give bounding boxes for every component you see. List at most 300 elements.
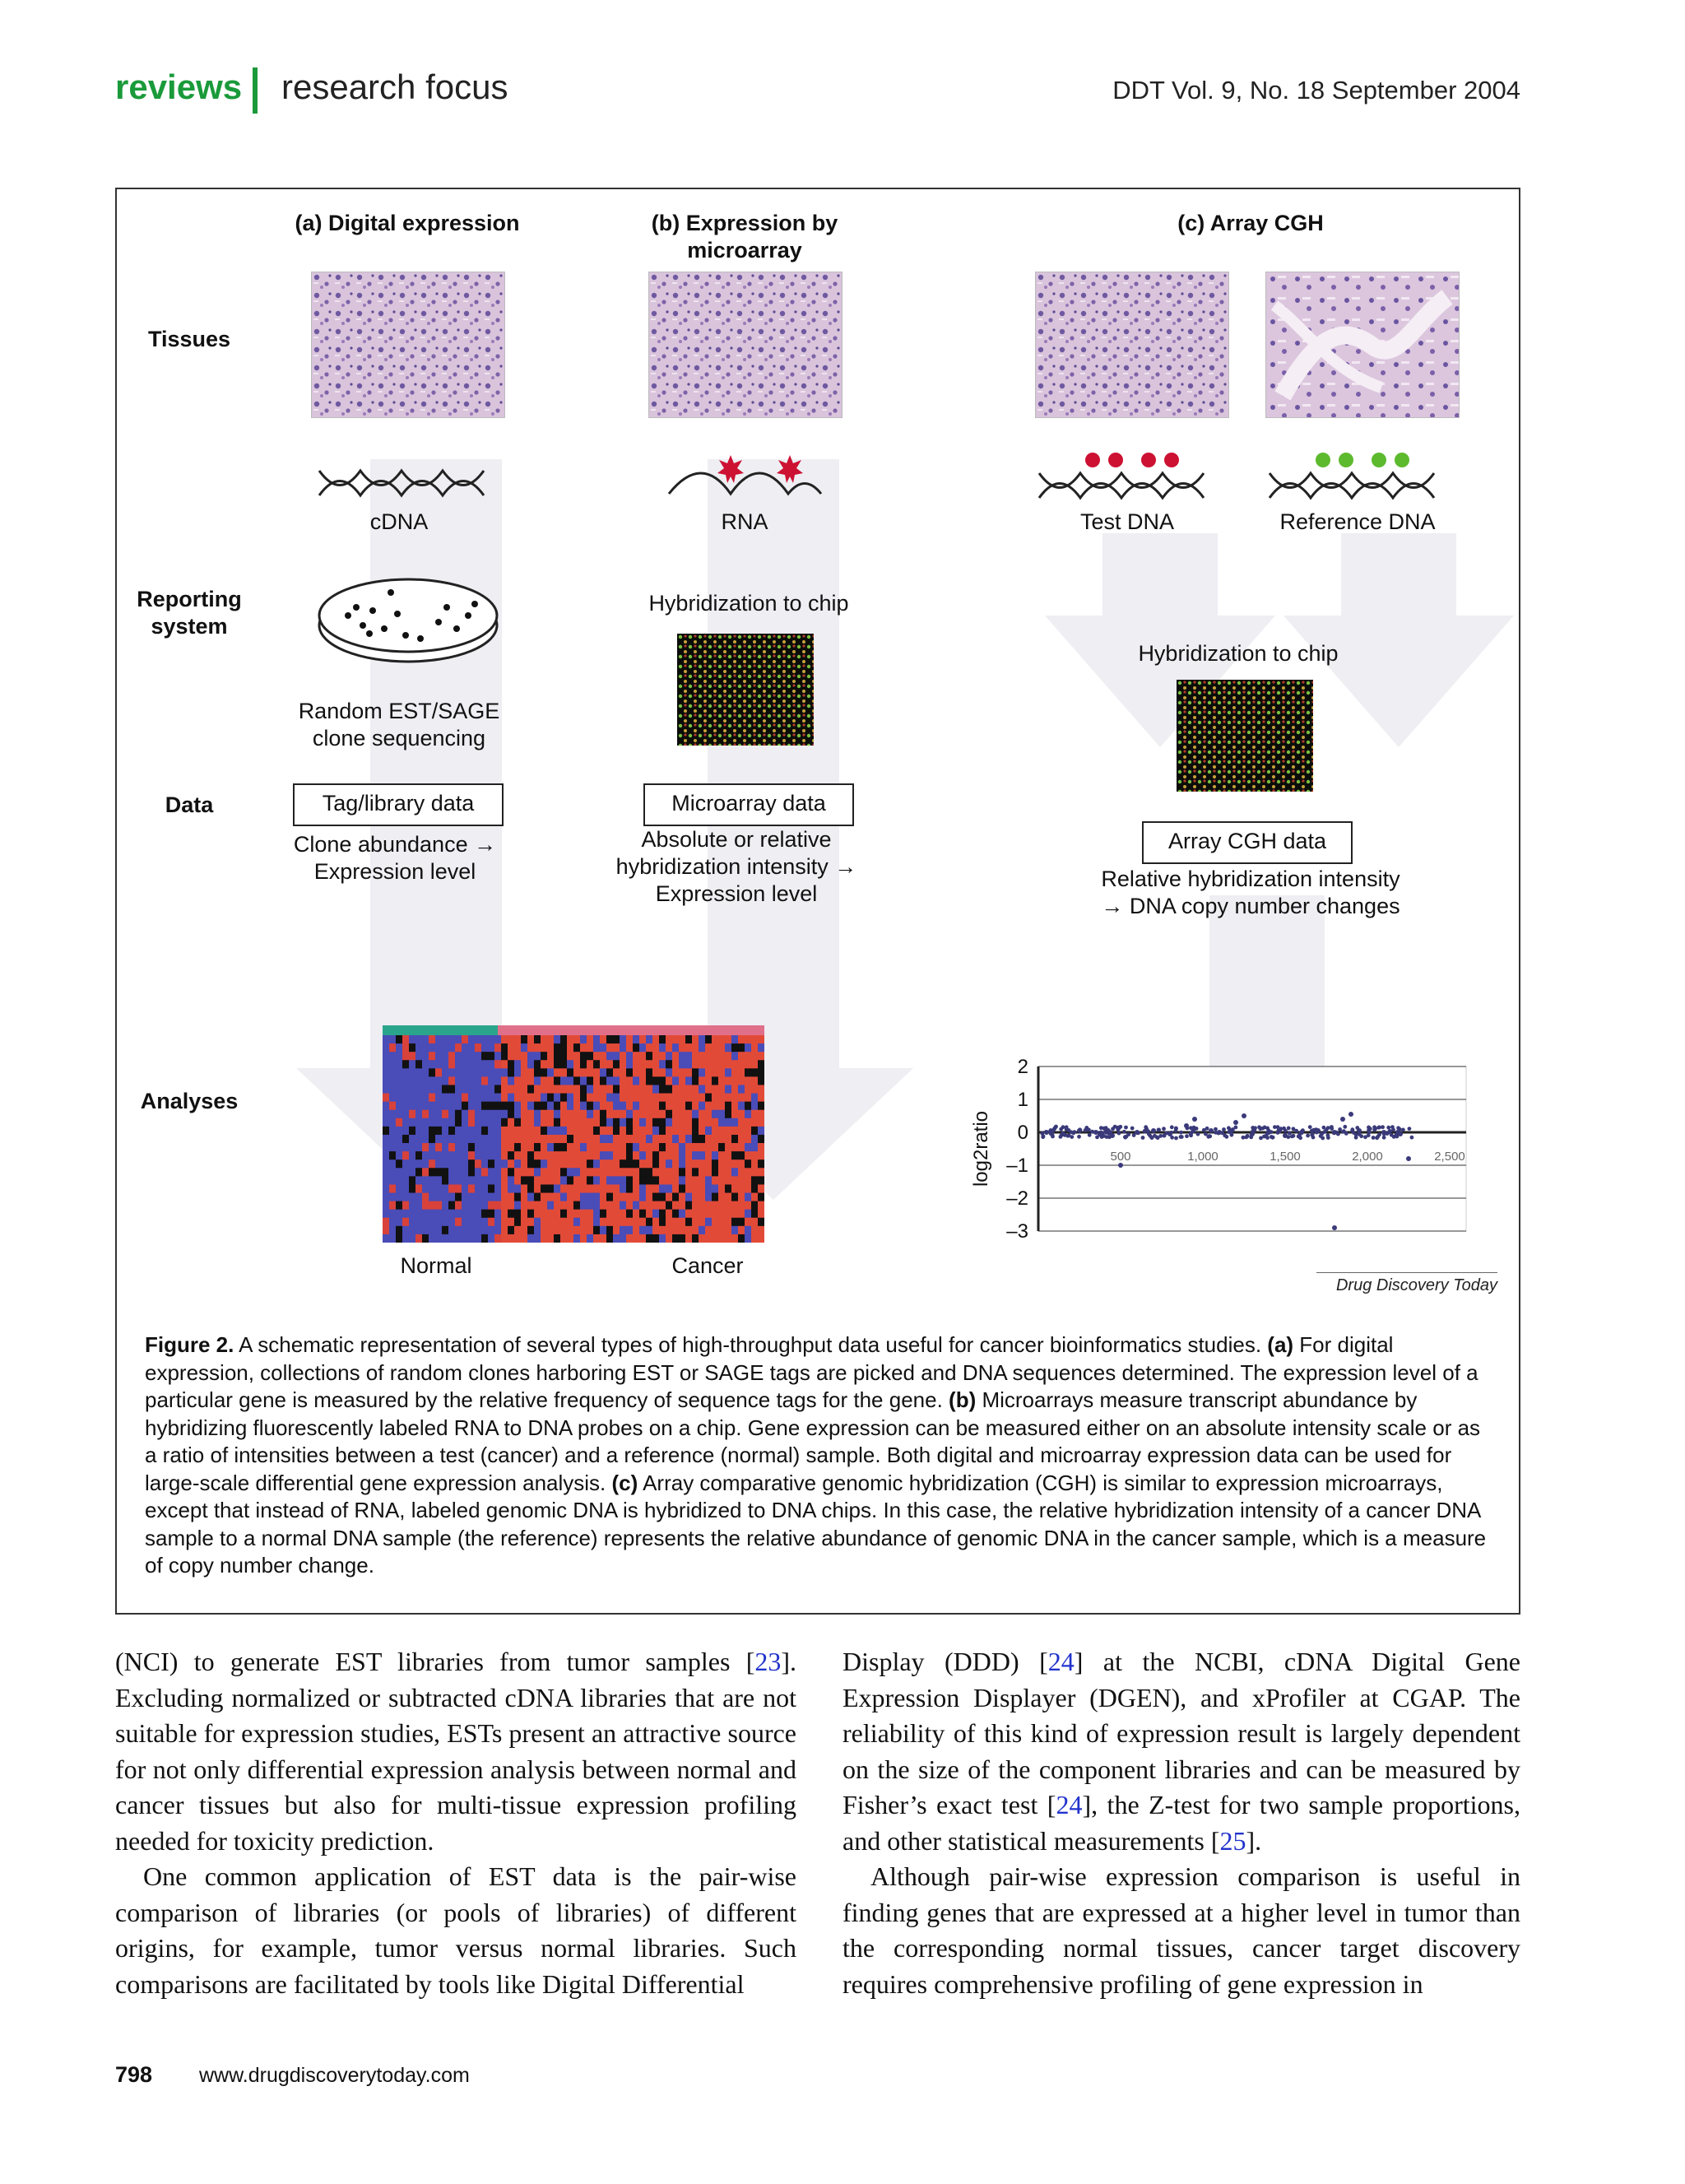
- heatmap-cell: [580, 1043, 587, 1053]
- heatmap-cell: [718, 1184, 726, 1193]
- heatmap-cell: [429, 1076, 436, 1085]
- heatmap-cell: [521, 1127, 528, 1136]
- heatmap-cell: [679, 1168, 686, 1177]
- heatmap-cell: [593, 1076, 601, 1085]
- heatmap-cell: [541, 1234, 548, 1243]
- cgh-point: [1101, 1131, 1105, 1135]
- heatmap-cell: [692, 1226, 699, 1235]
- heatmap-cell: [534, 1234, 541, 1243]
- heatmap-cell: [646, 1193, 653, 1202]
- heatmap-cell: [501, 1176, 508, 1185]
- heatmap-cell: [758, 1043, 764, 1053]
- heatmap-cell: [600, 1118, 607, 1127]
- heatmap-cell: [679, 1102, 686, 1111]
- heatmap-cell: [415, 1068, 423, 1077]
- ref-link-24[interactable]: 24: [1047, 1647, 1075, 1676]
- heatmap-cell: [468, 1201, 476, 1210]
- heatmap-cell: [396, 1102, 403, 1111]
- heatmap-cell: [468, 1193, 476, 1202]
- heatmap-cell: [659, 1184, 666, 1193]
- heatmap-cell: [409, 1094, 416, 1103]
- heatmap-cell: [672, 1234, 680, 1243]
- heatmap-cell: [547, 1159, 555, 1169]
- heatmap-cell: [481, 1035, 489, 1044]
- heatmap-cell: [600, 1218, 607, 1227]
- cgh-point: [1332, 1225, 1337, 1230]
- heatmap-cell: [481, 1043, 489, 1053]
- heatmap-cell: [547, 1193, 555, 1202]
- heatmap-cell: [554, 1159, 561, 1169]
- heatmap-cell: [626, 1094, 634, 1103]
- heatmap-cell: [488, 1226, 495, 1235]
- heatmap-cell: [699, 1226, 706, 1235]
- cgh-point: [1225, 1135, 1229, 1139]
- ref-link-23[interactable]: 23: [754, 1647, 782, 1676]
- heatmap-cell: [396, 1110, 403, 1119]
- heatmap-cell: [415, 1135, 423, 1144]
- heatmap-cell: [383, 1176, 390, 1185]
- heatmap-cell: [541, 1151, 548, 1160]
- heatmap-cell: [685, 1193, 693, 1202]
- heatmap-cell: [402, 1094, 410, 1103]
- heatmap-cell: [534, 1143, 541, 1152]
- heatmap-cell: [547, 1184, 555, 1193]
- heatmap-cell: [573, 1068, 581, 1077]
- heatmap-cell: [389, 1110, 397, 1119]
- heatmap-cell: [560, 1176, 568, 1185]
- heatmap-cell: [534, 1060, 541, 1069]
- heatmap-cell: [705, 1176, 713, 1185]
- heatmap-cell: [475, 1076, 482, 1085]
- heatmap-cell: [745, 1094, 752, 1103]
- heatmap-cell: [646, 1076, 653, 1085]
- heatmap-cell: [567, 1060, 574, 1069]
- heatmap-cell: [745, 1102, 752, 1111]
- heatmap-cell: [508, 1068, 515, 1077]
- cgh-point: [1270, 1136, 1274, 1140]
- heatmap-cell: [685, 1151, 693, 1160]
- heatmap-cell: [758, 1201, 764, 1210]
- heatmap-cell: [383, 1085, 390, 1094]
- heatmap-cell: [659, 1052, 666, 1061]
- heatmap-cell: [396, 1193, 403, 1202]
- heatmap-cell: [534, 1193, 541, 1202]
- heatmap-cell: [468, 1210, 476, 1219]
- heatmap-cell: [613, 1168, 620, 1177]
- heatmap-cell: [718, 1159, 726, 1169]
- heatmap-cell: [501, 1168, 508, 1177]
- microarray-chip-c: [1177, 680, 1313, 792]
- cgh-point: [1170, 1125, 1174, 1129]
- heatmap-cell: [415, 1052, 423, 1061]
- heatmap-cell: [527, 1076, 535, 1085]
- heatmap-cell: [672, 1193, 680, 1202]
- ref-link-25[interactable]: 25: [1219, 1825, 1246, 1856]
- heatmap-cell: [758, 1151, 764, 1160]
- heatmap-cell: [396, 1143, 403, 1152]
- heatmap-cell: [731, 1193, 739, 1202]
- heatmap-cell: [725, 1060, 732, 1069]
- heatmap-cell: [567, 1110, 574, 1119]
- heatmap-cell: [593, 1068, 601, 1077]
- cgh-point: [1162, 1127, 1166, 1131]
- heatmap-cell: [646, 1176, 653, 1185]
- heatmap-cell: [692, 1060, 699, 1069]
- heatmap-cell: [422, 1210, 429, 1219]
- heatmap-cell: [560, 1085, 568, 1094]
- heatmap-cell: [672, 1094, 680, 1103]
- heatmap-cell: [679, 1159, 686, 1169]
- figure-credit: Drug Discovery Today: [1316, 1272, 1497, 1295]
- cgh-point: [1377, 1132, 1381, 1136]
- heatmap-cell: [527, 1159, 535, 1169]
- heatmap-cell: [468, 1184, 476, 1193]
- heatmap-cell: [758, 1218, 764, 1227]
- heatmap-cell: [534, 1068, 541, 1077]
- heatmap-cell: [751, 1035, 759, 1044]
- heatmap-cell: [685, 1143, 693, 1152]
- heatmap-cell: [646, 1085, 653, 1094]
- cgh-point: [1185, 1134, 1189, 1138]
- heatmap-cell: [692, 1159, 699, 1169]
- ref-link-24b[interactable]: 24: [1056, 1790, 1083, 1819]
- heatmap-cell: [718, 1035, 726, 1044]
- heatmap-cell: [725, 1226, 732, 1235]
- heatmap-cell: [494, 1184, 502, 1193]
- heatmap-cell: [573, 1043, 581, 1053]
- heatmap-cell: [389, 1068, 397, 1077]
- heatmap-cell: [396, 1218, 403, 1227]
- heatmap-cell: [606, 1085, 614, 1094]
- heatmap-cell: [402, 1135, 410, 1144]
- heatmap-cell: [679, 1184, 686, 1193]
- heatmap-cell: [718, 1076, 726, 1085]
- heatmap-cell: [620, 1102, 627, 1111]
- heatmap-cell: [593, 1127, 601, 1136]
- cgh-point: [1150, 1136, 1154, 1140]
- heatmap-cell: [448, 1052, 456, 1061]
- heatmap-cell: [580, 1226, 587, 1235]
- heatmap-cell: [415, 1085, 423, 1094]
- heatmap-cell: [718, 1210, 726, 1219]
- heatmap-cell: [383, 1118, 390, 1127]
- cgh-point: [1209, 1128, 1214, 1133]
- rna-icon: [665, 448, 829, 506]
- heatmap-cell: [383, 1068, 390, 1077]
- heatmap-cell: [718, 1201, 726, 1210]
- heatmap-cell: [580, 1193, 587, 1202]
- heatmap-cell: [527, 1035, 535, 1044]
- cgh-point: [1205, 1127, 1209, 1131]
- heatmap-cell: [560, 1143, 568, 1152]
- heatmap-cell: [725, 1143, 732, 1152]
- heatmap-cell: [620, 1052, 627, 1061]
- heatmap-cell: [620, 1110, 627, 1119]
- heatmap-cell: [541, 1184, 548, 1193]
- heatmap-cell: [620, 1035, 627, 1044]
- heatmap-cell: [475, 1102, 482, 1111]
- heatmap-cell: [481, 1159, 489, 1169]
- heatmap-cell: [560, 1201, 568, 1210]
- heatmap-cell: [692, 1110, 699, 1119]
- cgh-point: [1287, 1127, 1291, 1131]
- heatmap-cell: [514, 1035, 522, 1044]
- heatmap-cell: [652, 1118, 660, 1127]
- heatmap-cell: [435, 1052, 443, 1061]
- cgh-point: [1195, 1127, 1199, 1131]
- heatmap-cell: [527, 1168, 535, 1177]
- heatmap-cell: [745, 1127, 752, 1136]
- heatmap-cell: [685, 1060, 693, 1069]
- heatmap-cell: [547, 1135, 555, 1144]
- heatmap-cell: [396, 1168, 403, 1177]
- heatmap-cell: [402, 1118, 410, 1127]
- heatmap-cell: [462, 1043, 469, 1053]
- heatmap-cell: [731, 1234, 739, 1243]
- heatmap-cell: [639, 1201, 647, 1210]
- heatmap-cell: [422, 1151, 429, 1160]
- heatmap-cell: [422, 1110, 429, 1119]
- heatmap-cell: [633, 1043, 640, 1053]
- heatmap-cell: [672, 1210, 680, 1219]
- tag-library-box: Tag/library data: [293, 783, 504, 826]
- heatmap-cell: [613, 1035, 620, 1044]
- heatmap-cell: [745, 1085, 752, 1094]
- heatmap-cell: [514, 1052, 522, 1061]
- heatmap-cell: [422, 1176, 429, 1185]
- heatmap-cell: [541, 1110, 548, 1119]
- heatmap-cell: [508, 1118, 515, 1127]
- heatmap-cell: [560, 1060, 568, 1069]
- heatmap-cell: [547, 1035, 555, 1044]
- heatmap-cell: [685, 1226, 693, 1235]
- heatmap-cell: [429, 1176, 436, 1185]
- heatmap-cell: [646, 1184, 653, 1193]
- heatmap-cell: [442, 1135, 449, 1144]
- footer-url[interactable]: www.drugdiscoverytoday.com: [199, 2064, 470, 2087]
- heatmap-cell: [606, 1151, 614, 1160]
- heatmap-cell: [620, 1127, 627, 1136]
- cgh-point: [1354, 1133, 1358, 1137]
- heatmap-cell: [692, 1094, 699, 1103]
- array-cgh-data-box: Array CGH data: [1142, 821, 1353, 864]
- heatmap-cell: [652, 1127, 660, 1136]
- caption-c-text: Array comparative genomic hybridization (CGH) is similar to expression microarrays, except that instead of RNA, labeled genomic DNA is hybridized to DNA chips. In this case, the relative hybridization intensity of a cancer DNA sample to a normal DNA sample (the reference) represents the relative abundance of genomic DNA in the cancer sample, which is a measure of copy number change.: [145, 1470, 1487, 1578]
- heatmap-cell: [685, 1159, 693, 1169]
- heatmap-cell: [699, 1043, 706, 1053]
- heatmap-cell: [580, 1085, 587, 1094]
- heatmap-cell: [521, 1184, 528, 1193]
- heatmap-cell: [600, 1184, 607, 1193]
- heatmap-cell: [666, 1159, 673, 1169]
- heatmap-cell: [468, 1234, 476, 1243]
- heatmap-cell: [501, 1127, 508, 1136]
- heatmap-cell: [435, 1076, 443, 1085]
- heatmap-cell: [508, 1043, 515, 1053]
- heatmap-cell: [685, 1076, 693, 1085]
- heatmap-cell: [672, 1151, 680, 1160]
- heatmap-cell: [541, 1143, 548, 1152]
- heatmap-cell: [567, 1201, 574, 1210]
- heatmap-cell: [554, 1043, 561, 1053]
- heatmap-cell: [685, 1118, 693, 1127]
- heatmap-cell: [448, 1118, 456, 1127]
- heatmap-cell: [508, 1102, 515, 1111]
- heatmap-cell: [415, 1176, 423, 1185]
- heatmap-cell: [731, 1043, 739, 1053]
- heatmap-cell: [521, 1035, 528, 1044]
- heatmap-cell: [488, 1035, 495, 1044]
- heatmap-cell: [475, 1176, 482, 1185]
- heatmap-cell: [554, 1168, 561, 1177]
- cgh-point: [1102, 1127, 1106, 1131]
- tissue-image-c-test: [1035, 272, 1229, 418]
- cgh-x-tick: 2,500: [1434, 1150, 1465, 1164]
- heatmap-cell: [758, 1184, 764, 1193]
- heatmap-cell: [488, 1052, 495, 1061]
- heatmap-cancer-label: Cancer: [671, 1253, 744, 1278]
- heatmap-cell: [685, 1135, 693, 1144]
- heatmap-cell: [718, 1052, 726, 1061]
- heatmap-cell: [455, 1102, 462, 1111]
- heatmap-cell: [409, 1076, 416, 1085]
- heatmap-cell: [455, 1184, 462, 1193]
- heatmap-cell: [672, 1226, 680, 1235]
- heatmap-cell: [600, 1035, 607, 1044]
- body-left-column: [115, 1644, 796, 2002]
- heatmap-cell: [620, 1226, 627, 1235]
- heatmap-cell: [620, 1118, 627, 1127]
- heatmap-cell: [731, 1094, 739, 1103]
- cgh-point: [1110, 1133, 1115, 1138]
- heatmap-cell: [587, 1159, 594, 1169]
- heatmap-cell: [534, 1085, 541, 1094]
- heatmap-cell: [560, 1234, 568, 1243]
- heatmap-cell: [685, 1210, 693, 1219]
- heatmap-cell: [705, 1143, 713, 1152]
- heatmap-cell: [415, 1060, 423, 1069]
- heatmap-cell: [600, 1226, 607, 1235]
- heatmap-cell: [547, 1151, 555, 1160]
- heatmap-cell: [718, 1218, 726, 1227]
- hyb-chip-label-c: Hybridization to chip: [1138, 641, 1339, 666]
- heatmap-cell: [659, 1110, 666, 1119]
- cgh-point: [1266, 1130, 1271, 1135]
- heatmap-cell: [462, 1135, 469, 1144]
- heatmap-cell: [494, 1143, 502, 1152]
- heatmap-cell: [402, 1201, 410, 1210]
- heatmap-cell: [383, 1052, 390, 1061]
- heatmap-cell: [429, 1210, 436, 1219]
- heatmap-cell: [606, 1218, 614, 1227]
- heatmap-cell: [718, 1176, 726, 1185]
- heatmap-cell: [639, 1085, 647, 1094]
- heatmap-cell: [481, 1151, 489, 1160]
- heatmap-cell: [652, 1102, 660, 1111]
- heatmap-cell: [462, 1234, 469, 1243]
- heatmap-cell: [521, 1118, 528, 1127]
- heatmap-cell: [462, 1218, 469, 1227]
- heatmap-cell: [692, 1176, 699, 1185]
- heatmap-cell: [725, 1102, 732, 1111]
- heatmap-cell: [547, 1201, 555, 1210]
- heatmap-cell: [731, 1184, 739, 1193]
- heatmap-cell: [462, 1052, 469, 1061]
- heatmap-cell: [429, 1043, 436, 1053]
- heatmap-cell: [725, 1159, 732, 1169]
- heatmap-cell: [718, 1226, 726, 1235]
- heatmap-cell: [415, 1210, 423, 1219]
- heatmap-cell: [639, 1168, 647, 1177]
- heatmap-cell: [488, 1076, 495, 1085]
- heatmap-cell: [494, 1052, 502, 1061]
- heatmap-cell: [475, 1193, 482, 1202]
- heatmap-cell: [448, 1184, 456, 1193]
- heatmap-cell: [593, 1135, 601, 1144]
- cgh-point: [1278, 1129, 1282, 1133]
- cgh-point: [1262, 1135, 1266, 1139]
- heatmap-cell: [514, 1043, 522, 1053]
- heatmap-cell: [672, 1135, 680, 1144]
- heatmap-cell: [541, 1226, 548, 1235]
- heatmap-cell: [692, 1035, 699, 1044]
- heatmap-cell: [692, 1102, 699, 1111]
- heatmap-cell: [567, 1085, 574, 1094]
- heatmap-cell: [712, 1159, 719, 1169]
- heatmap-cell: [712, 1193, 719, 1202]
- heatmap-cell: [389, 1159, 397, 1169]
- heatmap-cell: [429, 1218, 436, 1227]
- heatmap-cell: [527, 1110, 535, 1119]
- heatmap-cell: [508, 1168, 515, 1177]
- heatmap-cell: [442, 1127, 449, 1136]
- rna-label: RNA: [721, 509, 768, 534]
- heatmap-cell: [560, 1210, 568, 1219]
- cgh-x-tick: 500: [1110, 1150, 1131, 1164]
- heatmap-cell: [573, 1210, 581, 1219]
- heatmap-cell: [633, 1184, 640, 1193]
- heatmap-cell: [521, 1094, 528, 1103]
- heatmap-cell: [455, 1052, 462, 1061]
- heatmap-cell: [758, 1234, 764, 1243]
- cgh-point: [1242, 1113, 1246, 1118]
- heatmap-cell: [633, 1052, 640, 1061]
- heatmap-cell: [422, 1102, 429, 1111]
- heatmap-cell: [725, 1043, 732, 1053]
- heatmap-cell: [626, 1110, 634, 1119]
- cgh-point: [1040, 1131, 1044, 1136]
- heatmap-cell: [435, 1151, 443, 1160]
- heatmap-cell: [666, 1193, 673, 1202]
- heatmap-cell: [745, 1193, 752, 1202]
- heatmap-cell: [685, 1218, 693, 1227]
- heatmap-cell: [547, 1176, 555, 1185]
- heatmap-cell: [580, 1151, 587, 1160]
- heatmap-cell: [415, 1043, 423, 1053]
- caption-b-text: Microarrays measure transcript abundance by hybridizing fluorescently labeled RNA to DNA probes on a chip. Gene expression can be measured either on an absolute intensity scale or as a ratio of intensities between a test (cancer) and a reference (normal) sample. Both digital and microarray expression data can be used for large-scale differential gene expression analysis.: [145, 1387, 1481, 1495]
- heatmap-cell: [652, 1168, 660, 1177]
- heatmap-cell: [541, 1094, 548, 1103]
- heatmap-cell: [475, 1135, 482, 1144]
- heatmap-cell: [383, 1193, 390, 1202]
- heatmap-cell: [462, 1143, 469, 1152]
- cgh-y-tick: 1: [1017, 1089, 1028, 1111]
- heatmap-cell: [554, 1135, 561, 1144]
- heatmap-cell: [758, 1052, 764, 1061]
- heatmap-cell: [442, 1176, 449, 1185]
- heatmap-cell: [429, 1085, 436, 1094]
- heatmap-cell: [580, 1110, 587, 1119]
